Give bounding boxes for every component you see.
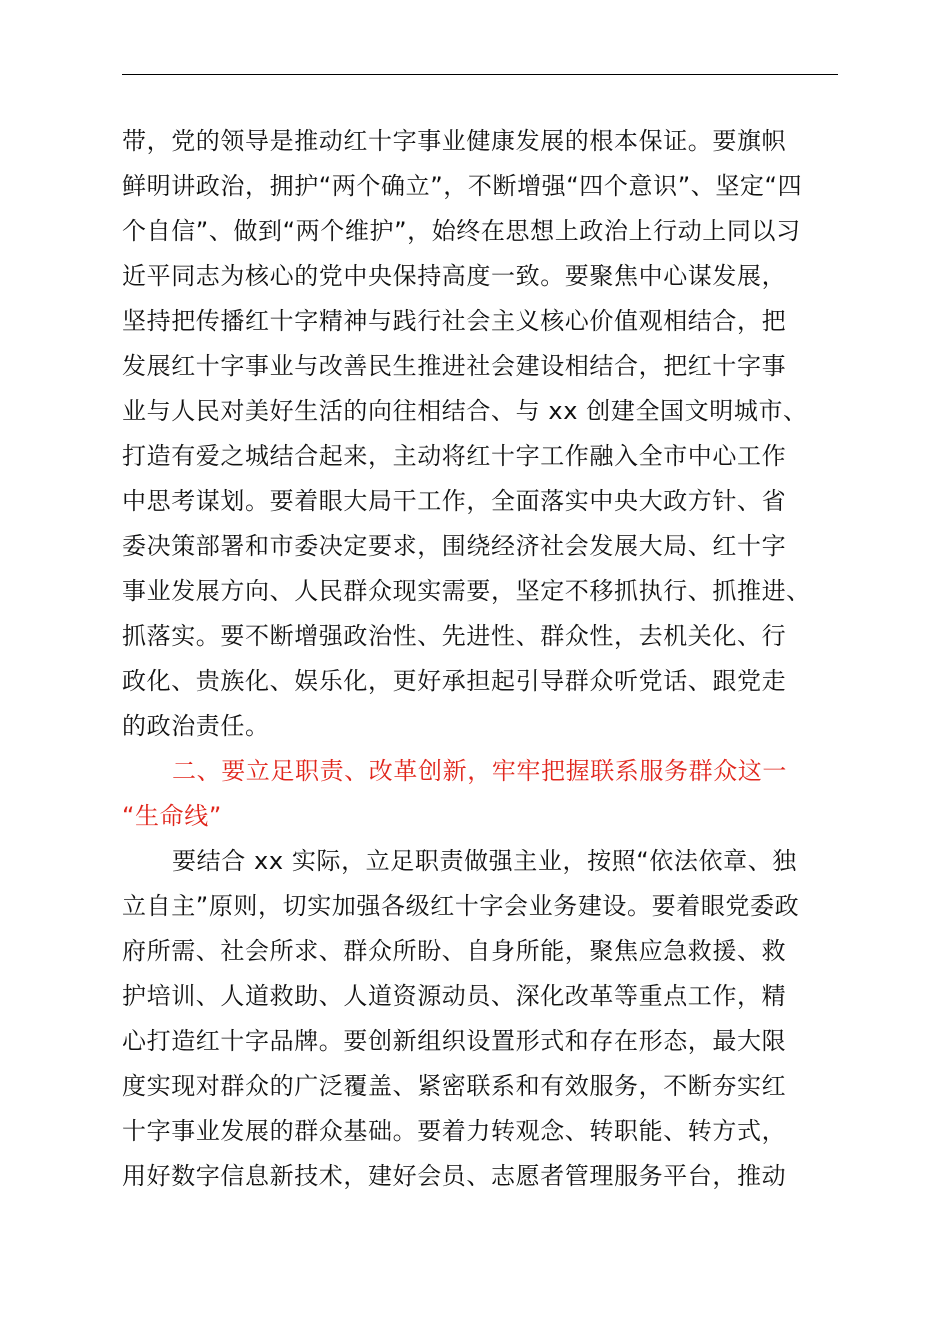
text-line: 十字事业发展的群众基础。要着力转观念、转职能、转方式，	[122, 1117, 787, 1145]
text-line: 鲜明讲政治，拥护“两个确立”，不断增强“四个意识”、坚定“四	[122, 172, 803, 200]
text-line: 坚持把传播红十字精神与践行社会主义核心价值观相结合，把	[122, 307, 787, 335]
text-line: 心打造红十字品牌。要创新组织设置形式和存在形态，最大限	[122, 1027, 787, 1055]
text-line: 近平同志为核心的党中央保持高度一致。要聚焦中心谋发展，	[122, 262, 787, 290]
document-body	[122, 119, 840, 1199]
header-rule	[122, 74, 838, 75]
heading-line: “生命线”	[122, 802, 222, 830]
text-line: 事业发展方向、人民群众现实需要，坚定不移抓执行、抓推进、	[122, 577, 811, 605]
text-line: 要结合 xx 实际，立足职责做强主业，按照“依法依章、独	[172, 847, 797, 875]
text-line: 发展红十字事业与改善民生推进社会建设相结合，把红十字事	[122, 352, 787, 380]
text-line: 护培训、人道救助、人道资源动员、深化改革等重点工作，精	[122, 982, 787, 1010]
text-line: 用好数字信息新技术，建好会员、志愿者管理服务平台，推动	[122, 1162, 787, 1190]
paragraph-2	[122, 839, 840, 1199]
text-line: 委决策部署和市委决定要求，围绕经济社会发展大局、红十字	[122, 532, 787, 560]
text-line: 业与人民对美好生活的向往相结合、与 xx 创建全国文明城市、	[122, 397, 808, 425]
text-line: 的政治责任。	[122, 712, 270, 740]
text-line: 个自信”、做到“两个维护”，始终在思想上政治上行动上同以习	[122, 217, 801, 245]
text-line: 抓落实。要不断增强政治性、先进性、群众性，去机关化、行	[122, 622, 787, 650]
text-line: 府所需、社会所求、群众所盼、自身所能，聚焦应急救援、救	[122, 937, 787, 965]
text-line: 立自主”原则，切实加强各级红十字会业务建设。要着眼党委政	[122, 892, 800, 920]
text-line: 中思考谋划。要着眼大局干工作，全面落实中央大政方针、省	[122, 487, 787, 515]
text-line: 带，党的领导是推动红十字事业健康发展的根本保证。要旗帜	[122, 127, 787, 155]
text-line: 度实现对群众的广泛覆盖、紧密联系和有效服务，不断夯实红	[122, 1072, 787, 1100]
heading-line: 二、要立足职责、改革创新，牢牢把握联系服务群众这一	[172, 757, 787, 785]
text-line: 政化、贵族化、娱乐化，更好承担起引导群众听党话、跟党走	[122, 667, 787, 695]
section-heading	[122, 749, 840, 839]
paragraph-1	[122, 119, 840, 749]
text-line: 打造有爱之城结合起来，主动将红十字工作融入全市中心工作	[122, 442, 787, 470]
